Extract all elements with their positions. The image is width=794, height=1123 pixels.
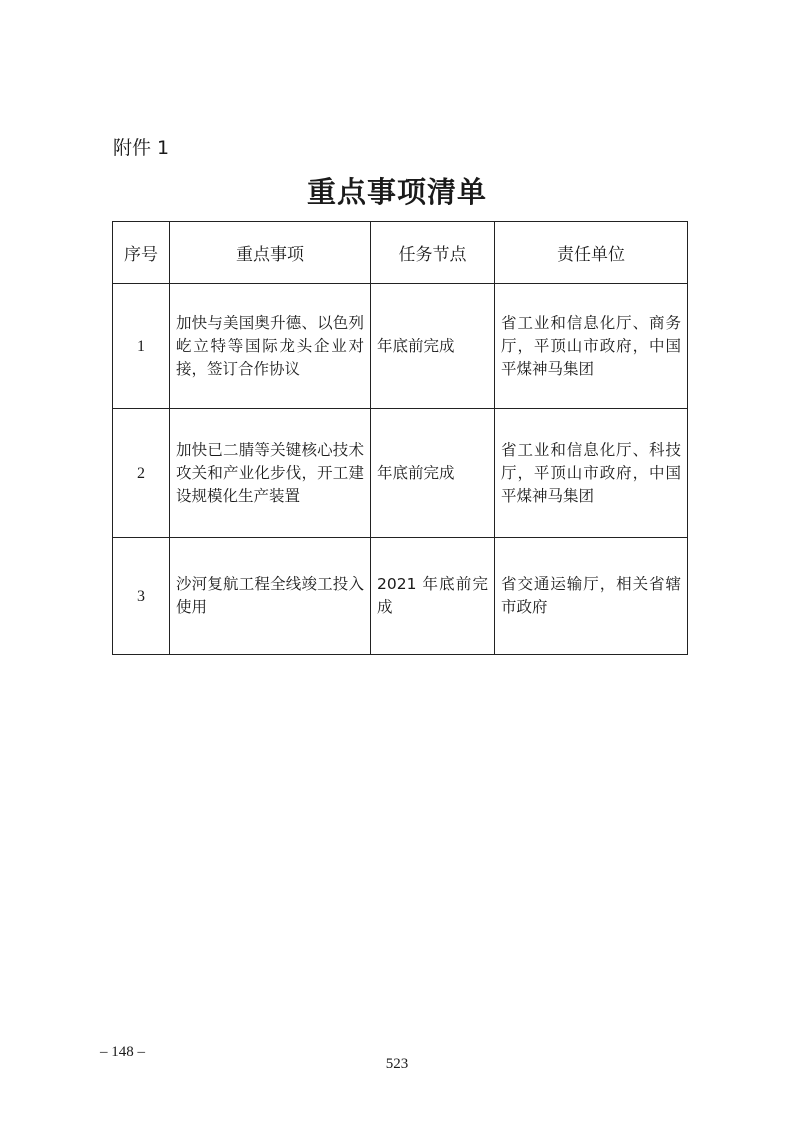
row-item: 加快与美国奥升德、以色列屹立特等国际龙头企业对接，签订合作协议 xyxy=(170,284,371,409)
table-row xyxy=(113,409,688,538)
row-unit: 省工业和信息化厅、科技厅，平顶山市政府，中国平煤神马集团 xyxy=(495,409,688,538)
header-item: 重点事项 xyxy=(170,222,371,284)
row-number: 3 xyxy=(113,538,170,655)
row-deadline: 年底前完成 xyxy=(371,409,495,538)
row-deadline: 年底前完成 xyxy=(371,284,495,409)
page-marker: – 148 – xyxy=(100,1044,145,1060)
row-item: 加快已二腈等关键核心技术攻关和产业化步伐，开工建设规模化生产装置 xyxy=(170,409,371,538)
table-row xyxy=(113,538,688,655)
row-unit: 省工业和信息化厅、商务厅，平顶山市政府，中国平煤神马集团 xyxy=(495,284,688,409)
row-item: 沙河复航工程全线竣工投入使用 xyxy=(170,538,371,655)
row-unit: 省交通运输厅，相关省辖市政府 xyxy=(495,538,688,655)
row-number: 1 xyxy=(113,284,170,409)
header-unit: 责任单位 xyxy=(495,222,688,284)
key-items-table xyxy=(112,221,688,655)
row-number: 2 xyxy=(113,409,170,538)
row-deadline: 2021 年底前完成 xyxy=(371,538,495,655)
header-deadline: 任务节点 xyxy=(371,222,495,284)
stamp-number: 523 xyxy=(385,1056,409,1072)
table-row xyxy=(113,284,688,409)
table-header-row xyxy=(113,222,688,284)
page-title: 重点事项清单 xyxy=(306,175,487,209)
header-number: 序号 xyxy=(113,222,170,284)
attachment-label: 附件 1 xyxy=(113,137,170,159)
